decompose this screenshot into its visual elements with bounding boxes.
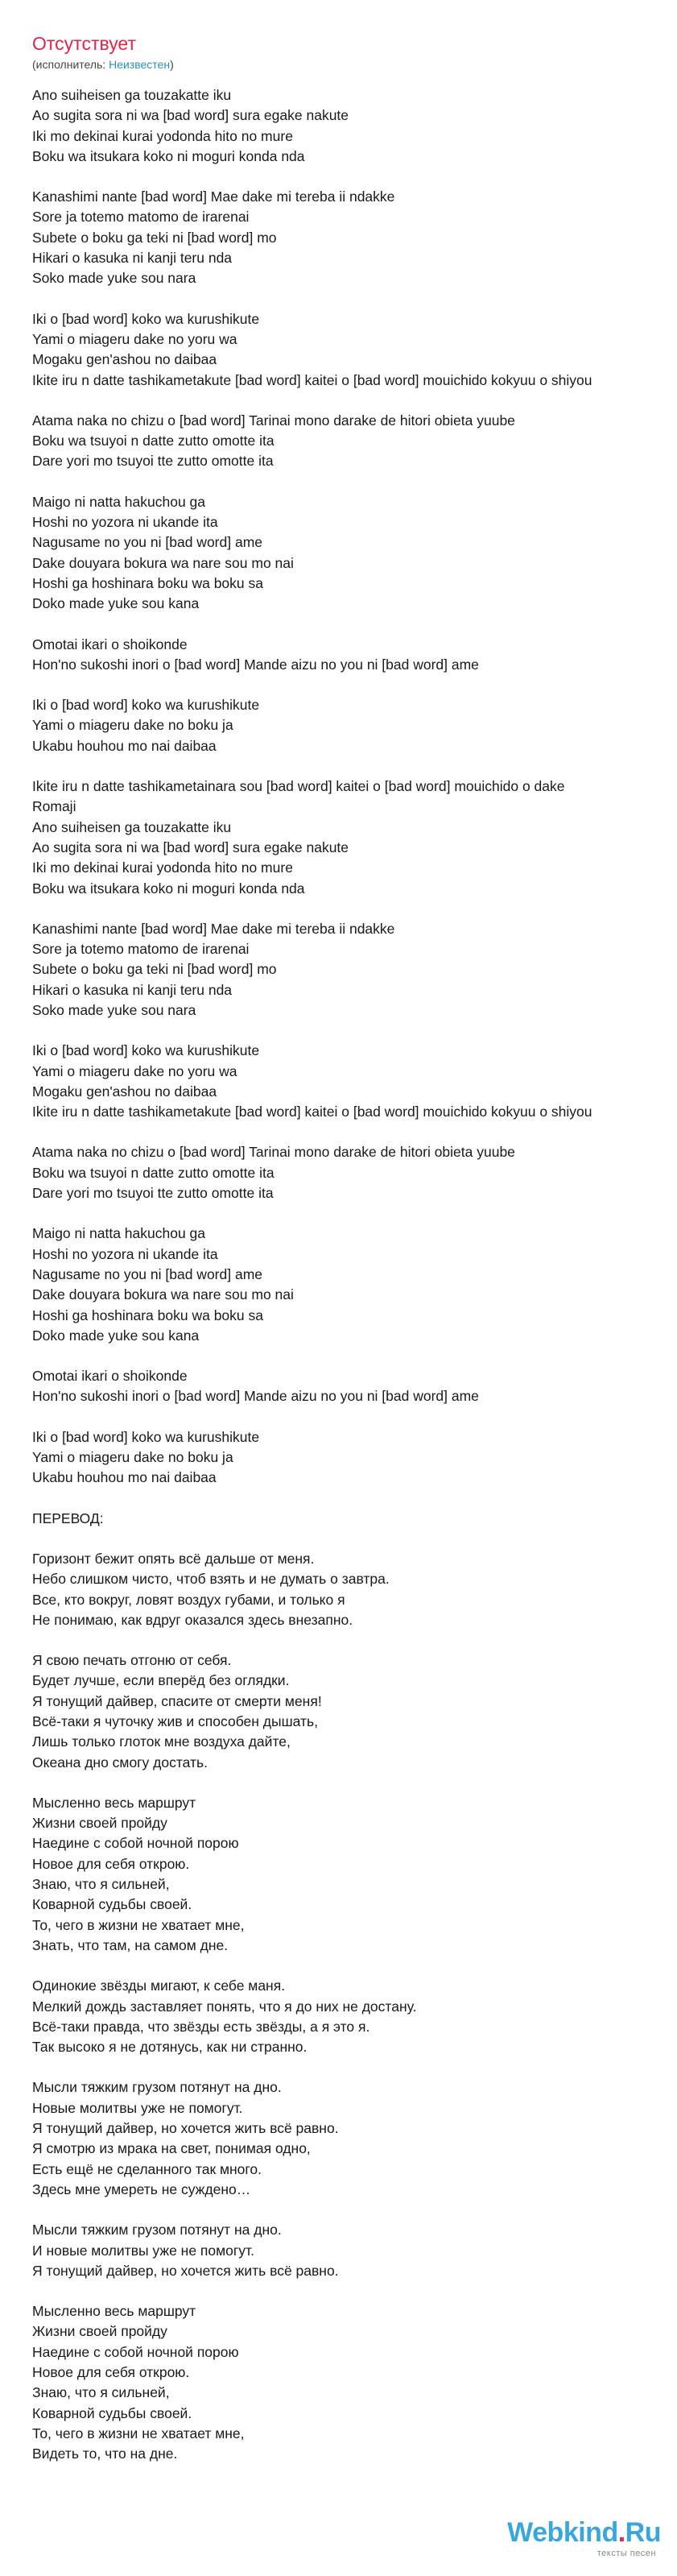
lyric-line: Iki o [bad word] koko wa kurushikute bbox=[32, 1428, 260, 1445]
logo-tagline: тексты песен bbox=[597, 2549, 656, 2558]
lyric-line: Коварной судьбы своей. bbox=[32, 1896, 192, 1913]
lyric-line: Boku wa itsukara koko ni moguri konda nda bbox=[32, 147, 305, 164]
lyrics-stanza bbox=[32, 1793, 677, 1956]
lyric-line: Boku wa tsuyoi n datte zutto omotte ita bbox=[32, 433, 275, 449]
lyric-line: Iki o [bad word] koko wa kurushikute bbox=[32, 697, 260, 714]
lyric-line: То, чего в жизни не хватает мне, bbox=[32, 1916, 245, 1933]
lyric-line: Так высоко я не дотянусь, как ни странно. bbox=[32, 2039, 308, 2056]
artist-suffix: ) bbox=[170, 58, 174, 71]
lyrics-stanza bbox=[32, 492, 677, 615]
site-logo[interactable] bbox=[508, 2516, 661, 2565]
lyrics-stanza bbox=[32, 1041, 677, 1122]
lyric-line: Atama naka no chizu o [bad word] Tarinai mono darake de hitori obieta yuube bbox=[32, 412, 515, 429]
lyrics-stanza bbox=[32, 1976, 677, 2057]
lyric-line: Новое для себя открою. bbox=[32, 2364, 190, 2381]
lyrics-stanza bbox=[32, 2220, 677, 2281]
lyric-line: Yami o miageru dake no yoru wa bbox=[32, 1062, 237, 1079]
lyric-line: Я тонущий дайвер, но хочется жить всё равно. bbox=[32, 2120, 339, 2137]
lyric-line: Mogaku gen'ashou no daibaa bbox=[32, 1083, 217, 1100]
lyric-line: Dare yori mo tsuyoi tte zutto omotte ita bbox=[32, 453, 274, 470]
lyrics-stanza bbox=[32, 2077, 677, 2200]
lyric-line: Ikite iru n datte tashikametakute [bad word] kaitei o [bad word] mouichido kokyuu o shiyou bbox=[32, 1104, 592, 1120]
lyric-line: Soko made yuke sou nara bbox=[32, 1001, 196, 1018]
lyric-line: Ikite iru n datte tashikametakute [bad word] kaitei o [bad word] mouichido kokyuu o shiyou bbox=[32, 371, 592, 388]
lyrics-stanza bbox=[32, 187, 677, 288]
lyric-line: Мысленно весь маршрут bbox=[32, 1794, 196, 1811]
lyrics-stanza bbox=[32, 1650, 677, 1773]
lyric-line: Горизонт бежит опять всё дальше от меня. bbox=[32, 1550, 315, 1567]
lyric-line: Dake douyara bokura wa nare sou mo nai bbox=[32, 554, 294, 571]
lyric-line: Лишь только глоток мне воздуха дайте, bbox=[32, 1733, 291, 1750]
lyric-line: Subete o boku ga teki ni [bad word] mo bbox=[32, 961, 277, 978]
lyrics-stanza bbox=[32, 1549, 677, 1630]
lyric-line: Всё-таки правда, что звёзды есть звёзды, а я это я. bbox=[32, 2018, 370, 2035]
logo-tld: Ru bbox=[625, 2517, 661, 2548]
lyric-line: Iki mo dekinai kurai yodonda hito no mure bbox=[32, 859, 293, 876]
lyrics-body bbox=[32, 85, 677, 2485]
lyric-line: Soko made yuke sou nara bbox=[32, 270, 196, 287]
lyric-line: Iki o [bad word] koko wa kurushikute bbox=[32, 310, 260, 327]
lyric-line: Iki mo dekinai kurai yodonda hito no mure bbox=[32, 127, 293, 144]
lyric-line: Не понимаю, как вдруг оказался здесь внезапно. bbox=[32, 1611, 353, 1628]
lyric-line: Nagusame no you ni [bad word] ame bbox=[32, 1265, 262, 1282]
artist-link[interactable]: Неизвестен bbox=[109, 58, 171, 71]
lyric-line: Kanashimi nante [bad word] Mae dake mi tereba ii ndakke bbox=[32, 920, 395, 937]
lyrics-stanza bbox=[32, 777, 677, 899]
lyrics-stanza bbox=[32, 1224, 677, 1346]
lyric-line: Hoshi ga hoshinara boku wa boku sa bbox=[32, 1307, 263, 1323]
lyric-line: Mogaku gen'ashou no daibaa bbox=[32, 351, 217, 368]
lyric-line: Ano suiheisen ga touzakatte iku bbox=[32, 818, 232, 835]
lyric-line: Sore ja totemo matomo de irarenai bbox=[32, 941, 250, 958]
lyric-line: Мысли тяжким грузом потянут на дно. bbox=[32, 2079, 282, 2096]
logo-name: Webkind bbox=[507, 2517, 618, 2548]
lyric-line: Ao sugita sora ni wa [bad word] sura egake nakute bbox=[32, 107, 349, 124]
lyric-line: ПЕРЕВОД: bbox=[32, 1510, 104, 1526]
logo-dot: . bbox=[617, 2517, 625, 2548]
lyric-line: Я свою печать отгоню от себя. bbox=[32, 1652, 232, 1669]
lyric-line: Maigo ni natta hakuchou ga bbox=[32, 1225, 206, 1242]
lyric-line: Будет лучше, если вперёд без оглядки. bbox=[32, 1672, 290, 1689]
lyric-line: Boku wa tsuyoi n datte zutto omotte ita bbox=[32, 1164, 275, 1181]
lyric-line: Здесь мне умереть не суждено… bbox=[32, 2180, 251, 2197]
artist-prefix: (исполнитель: bbox=[32, 58, 109, 71]
lyric-line: Iki o [bad word] koko wa kurushikute bbox=[32, 1042, 260, 1059]
lyric-line: Знаю, что я сильней, bbox=[32, 1876, 170, 1893]
lyric-line: Sore ja totemo matomo de irarenai bbox=[32, 209, 250, 226]
lyric-line: Видеть то, что на дне. bbox=[32, 2446, 178, 2462]
lyric-line: Dake douyara bokura wa nare sou mo nai bbox=[32, 1286, 294, 1303]
lyric-line: Все, кто вокруг, ловят воздух губами, и только я bbox=[32, 1591, 345, 1608]
lyric-line: То, чего в жизни не хватает мне, bbox=[32, 2425, 245, 2441]
lyric-line: Я смотрю из мрака на свет, понимая одно, bbox=[32, 2140, 311, 2157]
lyric-line: Yami o miageru dake no boku ja bbox=[32, 1449, 233, 1466]
lyric-line: Жизни своей пройду bbox=[32, 2323, 167, 2340]
lyric-line: Hon'no sukoshi inori o [bad word] Mande aizu no you ni [bad word] ame bbox=[32, 656, 479, 673]
lyric-line: Yami o miageru dake no boku ja bbox=[32, 717, 233, 734]
lyrics-stanza bbox=[32, 635, 677, 676]
lyric-line: Hikari o kasuka ni kanji teru nda bbox=[32, 250, 233, 267]
page-title: Отсутствует bbox=[32, 33, 136, 54]
lyric-line: Doko made yuke sou kana bbox=[32, 595, 200, 612]
lyric-line: Мысли тяжким грузом потянут на дно. bbox=[32, 2222, 282, 2238]
lyrics-stanza bbox=[32, 1427, 677, 1489]
lyric-line: Небо слишком чисто, чтоб взять и не думать о завтра. bbox=[32, 1571, 390, 1588]
lyric-line: Ao sugita sora ni wa [bad word] sura egake nakute bbox=[32, 839, 349, 855]
lyric-line: Dare yori mo tsuyoi tte zutto omotte ita bbox=[32, 1185, 274, 1202]
lyric-line: Наедине с собой ночной порою bbox=[32, 1835, 239, 1852]
lyric-line: Коварной судьбы своей. bbox=[32, 2404, 192, 2421]
lyric-line: Я тонущий дайвер, спасите от смерти меня! bbox=[32, 1692, 322, 1709]
lyric-line: Мелкий дождь заставляет понять, что я до них не достану. bbox=[32, 1998, 417, 2015]
lyric-line: Subete o boku ga teki ni [bad word] mo bbox=[32, 229, 277, 246]
lyric-line: И новые молитвы уже не помогут. bbox=[32, 2242, 254, 2259]
lyric-line: Жизни своей пройду bbox=[32, 1815, 167, 1832]
lyric-line: Знать, что там, на самом дне. bbox=[32, 1936, 229, 1953]
lyric-line: Есть ещё не сделанного так много. bbox=[32, 2160, 262, 2177]
lyrics-stanza bbox=[32, 695, 677, 756]
lyric-line: Omotai ikari o shoikonde bbox=[32, 1368, 188, 1385]
lyric-line: Наедине с собой ночной порою bbox=[32, 2343, 239, 2360]
logo-wordmark bbox=[507, 2516, 661, 2549]
lyric-line: Omotai ikari o shoikonde bbox=[32, 636, 188, 652]
lyric-line: Я тонущий дайвер, но хочется жить всё равно. bbox=[32, 2262, 339, 2279]
lyric-line: Ukabu houhou mo nai daibaa bbox=[32, 1469, 217, 1486]
lyric-line: Ikite iru n datte tashikametainara sou [bad word] kaitei o [bad word] mouichido o dake bbox=[32, 778, 565, 795]
lyrics-stanza bbox=[32, 2301, 677, 2464]
lyric-line: Всё-таки я чуточку жив и способен дышать, bbox=[32, 1713, 318, 1729]
lyrics-stanza bbox=[32, 1142, 677, 1203]
lyric-line: Ano suiheisen ga touzakatte iku bbox=[32, 87, 232, 103]
lyric-line: Nagusame no you ni [bad word] ame bbox=[32, 534, 262, 551]
lyric-line: Hoshi no yozora ni ukande ita bbox=[32, 1245, 218, 1262]
lyric-line: Yami o miageru dake no yoru wa bbox=[32, 330, 237, 347]
lyric-line: Океана дно смогу достать. bbox=[32, 1754, 208, 1770]
lyric-line: Hoshi ga hoshinara boku wa boku sa bbox=[32, 574, 263, 591]
lyric-line: Новые молитвы уже не помогут. bbox=[32, 2099, 243, 2116]
lyric-line: Boku wa itsukara koko ni moguri konda nda bbox=[32, 880, 305, 897]
lyric-line: Kanashimi nante [bad word] Mae dake mi tereba ii ndakke bbox=[32, 188, 395, 205]
lyric-line: Doko made yuke sou kana bbox=[32, 1327, 200, 1344]
artist-line bbox=[32, 57, 677, 72]
lyric-line: Atama naka no chizu o [bad word] Tarinai mono darake de hitori obieta yuube bbox=[32, 1144, 515, 1161]
lyric-line: Мысленно весь маршрут bbox=[32, 2303, 196, 2320]
lyrics-stanza bbox=[32, 919, 677, 1021]
page-header bbox=[0, 0, 677, 72]
lyrics-stanza bbox=[32, 411, 677, 472]
lyric-line: Новое для себя открою. bbox=[32, 1855, 190, 1872]
lyric-line: Hikari o kasuka ni kanji teru nda bbox=[32, 981, 233, 998]
lyric-line: Romaji bbox=[32, 798, 76, 815]
lyric-line: Одинокие звёзды мигают, к себе маня. bbox=[32, 1978, 286, 1994]
lyric-line: Hon'no sukoshi inori o [bad word] Mande aizu no you ni [bad word] ame bbox=[32, 1388, 479, 1405]
lyric-line: Hoshi no yozora ni ukande ita bbox=[32, 514, 218, 531]
lyrics-stanza bbox=[32, 1366, 677, 1407]
lyric-line: Ukabu houhou mo nai daibaa bbox=[32, 737, 217, 754]
lyrics-stanza bbox=[32, 309, 677, 391]
lyrics-stanza bbox=[32, 1509, 677, 1529]
lyrics-stanza bbox=[32, 85, 677, 167]
lyric-line: Maigo ni natta hakuchou ga bbox=[32, 493, 206, 510]
lyric-line: Знаю, что я сильней, bbox=[32, 2384, 170, 2401]
